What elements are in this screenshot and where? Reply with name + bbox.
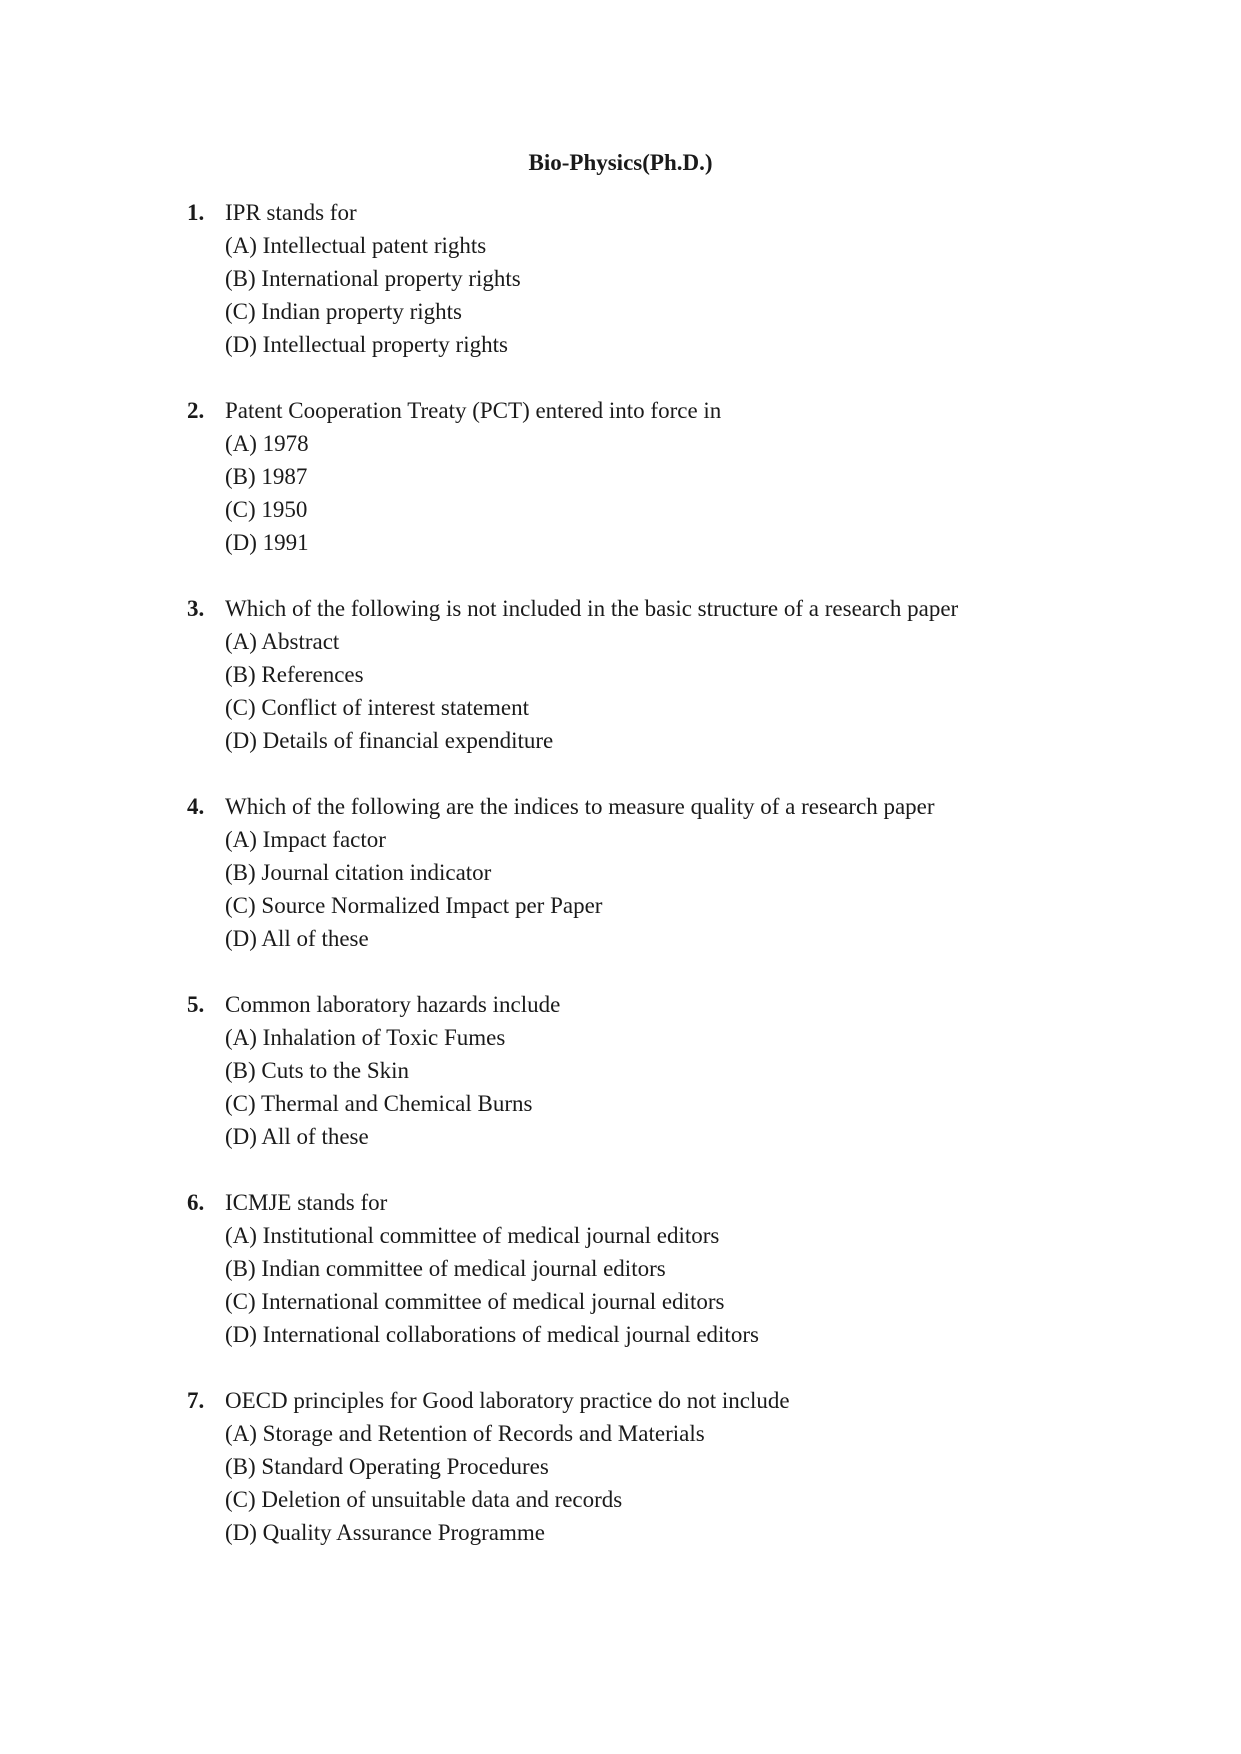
question-text: IPR stands for bbox=[225, 200, 357, 225]
option-b: (B) Standard Operating Procedures bbox=[225, 1454, 549, 1479]
option-b: (B) 1987 bbox=[225, 464, 308, 489]
option-d: (D) International collaborations of medical journal editors bbox=[225, 1322, 759, 1347]
option-b: (B) International property rights bbox=[225, 266, 521, 291]
question-list bbox=[187, 196, 1147, 1582]
question-text: Which of the following are the indices to measure quality of a research paper bbox=[225, 794, 935, 819]
option-list bbox=[187, 1417, 1147, 1549]
option-list bbox=[187, 1219, 1147, 1351]
question-line bbox=[187, 790, 1147, 823]
option-a: (A) Intellectual patent rights bbox=[225, 233, 487, 258]
option-d: (D) Quality Assurance Programme bbox=[225, 1520, 546, 1545]
question-text: Which of the following is not included in the basic structure of a research paper bbox=[225, 596, 959, 621]
option-d: (D) 1991 bbox=[225, 530, 309, 555]
question-line bbox=[187, 988, 1147, 1021]
option-list bbox=[187, 823, 1147, 955]
option-c: (C) Deletion of unsuitable data and records bbox=[225, 1487, 623, 1512]
question-number: 4. bbox=[187, 794, 205, 819]
option-a: (A) Impact factor bbox=[225, 827, 386, 852]
question-line bbox=[187, 592, 1147, 625]
option-a: (A) Storage and Retention of Records and Materials bbox=[225, 1421, 705, 1446]
option-c: (C) 1950 bbox=[225, 497, 308, 522]
question-text: OECD principles for Good laboratory practice do not include bbox=[225, 1388, 790, 1413]
option-c: (C) Conflict of interest statement bbox=[225, 695, 530, 720]
question-item bbox=[187, 988, 1147, 1153]
option-b: (B) Indian committee of medical journal editors bbox=[225, 1256, 666, 1281]
question-line bbox=[187, 1384, 1147, 1417]
question-line bbox=[187, 394, 1147, 427]
question-item bbox=[187, 394, 1147, 559]
question-text: Common laboratory hazards include bbox=[225, 992, 561, 1017]
option-c: (C) Thermal and Chemical Burns bbox=[225, 1091, 533, 1116]
question-text: ICMJE stands for bbox=[225, 1190, 388, 1215]
option-list bbox=[187, 427, 1147, 559]
option-c: (C) Source Normalized Impact per Paper bbox=[225, 893, 603, 918]
option-b: (B) References bbox=[225, 662, 364, 687]
option-d: (D) All of these bbox=[225, 926, 369, 951]
option-d: (D) All of these bbox=[225, 1124, 369, 1149]
option-b: (B) Cuts to the Skin bbox=[225, 1058, 410, 1083]
question-number: 3. bbox=[187, 596, 205, 621]
question-number: 7. bbox=[187, 1388, 205, 1413]
question-item bbox=[187, 1384, 1147, 1549]
question-number: 1. bbox=[187, 200, 205, 225]
option-b: (B) Journal citation indicator bbox=[225, 860, 492, 885]
option-a: (A) 1978 bbox=[225, 431, 309, 456]
question-line bbox=[187, 196, 1147, 229]
option-list bbox=[187, 1021, 1147, 1153]
question-number: 2. bbox=[187, 398, 205, 423]
option-d: (D) Details of financial expenditure bbox=[225, 728, 554, 753]
option-a: (A) Inhalation of Toxic Fumes bbox=[225, 1025, 506, 1050]
question-item bbox=[187, 1186, 1147, 1351]
question-item bbox=[187, 790, 1147, 955]
option-list bbox=[187, 625, 1147, 757]
question-number: 6. bbox=[187, 1190, 205, 1215]
option-list bbox=[187, 229, 1147, 361]
question-item bbox=[187, 196, 1147, 361]
question-line bbox=[187, 1186, 1147, 1219]
option-a: (A) Institutional committee of medical journal editors bbox=[225, 1223, 720, 1248]
question-number: 5. bbox=[187, 992, 205, 1017]
question-text: Patent Cooperation Treaty (PCT) entered into force in bbox=[225, 398, 722, 423]
option-a: (A) Abstract bbox=[225, 629, 340, 654]
option-c: (C) Indian property rights bbox=[225, 299, 462, 324]
page-title: Bio-Physics(Ph.D.) bbox=[528, 150, 713, 175]
question-item bbox=[187, 592, 1147, 757]
option-c: (C) International committee of medical journal editors bbox=[225, 1289, 725, 1314]
option-d: (D) Intellectual property rights bbox=[225, 332, 508, 357]
